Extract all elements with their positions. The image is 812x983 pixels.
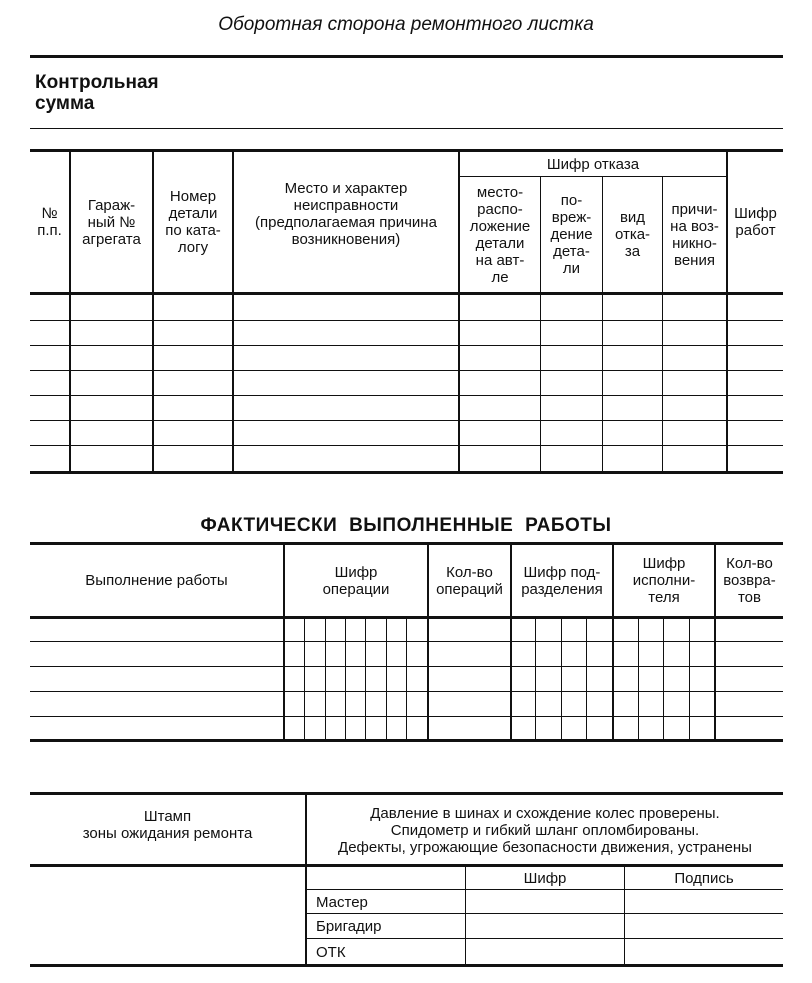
col-code: Шифр — [523, 869, 567, 887]
top-rule — [30, 55, 783, 58]
header-failure-type: вид отка- за — [614, 209, 651, 260]
checks-statement: Давление в шинах и схождение колес проверены. Спидометр и гибкий шланг опломбированы. Дефекты, угрожающие безопасности движения, устранены — [338, 804, 752, 856]
header-part-number: Номер детали по ката- логу — [165, 188, 221, 256]
page-title: Оборотная сторона ремонтного листка — [218, 14, 594, 35]
control-sum-rule — [30, 128, 783, 129]
header-work: Выполнение работы — [85, 572, 228, 589]
header-works-code: Шифр работ — [734, 205, 777, 239]
header-num: № п.п. — [37, 205, 62, 239]
header-place: Место и характер неисправности (предполагаемая причина возникновения) — [255, 180, 437, 248]
header-executor-code: Шифр исполни- теля — [632, 555, 696, 606]
row-master: Мастер — [316, 894, 368, 911]
header-cause: причи- на воз- никно- вения — [670, 200, 719, 269]
row-foreman: Бригадир — [316, 918, 382, 935]
control-sum-label: Контрольная сумма — [35, 72, 159, 114]
header-op-count: Кол-во операций — [436, 563, 503, 598]
header-location: место- распо- ложение детали на авт- ле — [469, 183, 531, 286]
section-title: ФАКТИЧЕСКИ ВЫПОЛНЕННЫЕ РАБОТЫ — [200, 515, 612, 536]
header-op-code: Шифр операции — [322, 563, 390, 598]
header-returns-count: Кол-во возвра- тов — [723, 555, 776, 606]
row-qc: ОТК — [316, 944, 346, 961]
header-damage: по- вреж- дение дета- ли — [550, 192, 593, 277]
col-signature: Подпись — [674, 869, 734, 887]
stamp-label: Штамп зоны ожидания ремонта — [82, 808, 253, 842]
header-failure-code: Шифр отказа — [546, 155, 640, 173]
header-garage: Гараж- ный № агрегата — [82, 196, 141, 248]
header-dept-code: Шифр под- разделения — [521, 563, 603, 598]
